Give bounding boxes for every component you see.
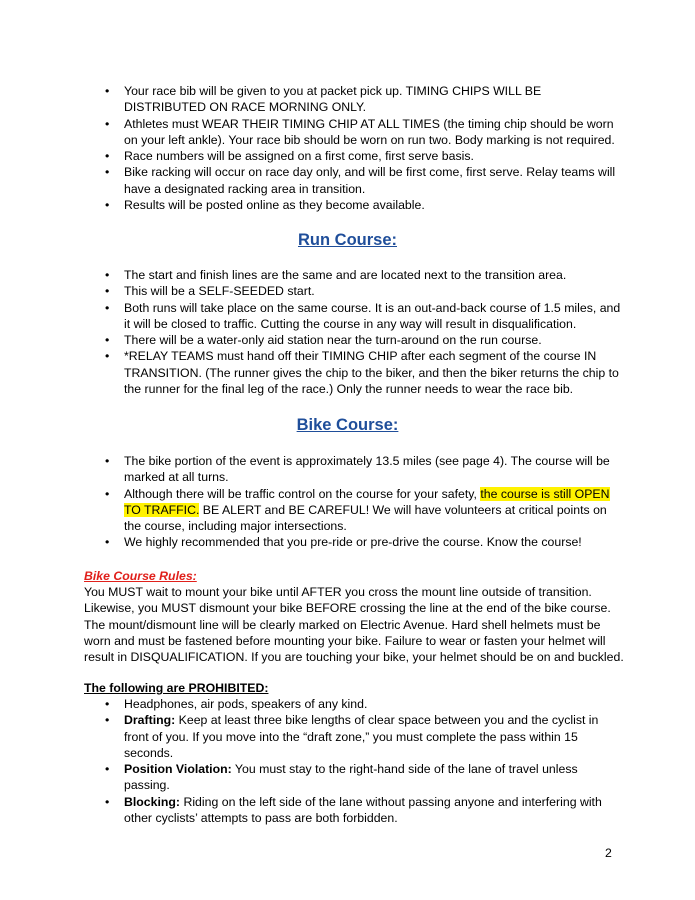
list-item: • *RELAY TEAMS must hand off their TIMING CHIP after each segment of the course IN TRANSITION. (The runner gives the chip to the biker, and then the biker returns the chip to the runner for the final leg of the race.) Only the runner needs to wear the race bib.	[105, 349, 619, 397]
bullet-icon: •	[105, 116, 110, 131]
list-item: • Drafting: Keep at least three bike lengths of clear space between you and the cyclist in front of you. If you move into the “draft zone,” you must complete the pass within 15 seconds.	[105, 713, 599, 760]
bike-course-bullet-list	[84, 453, 624, 551]
page-number: 2	[605, 846, 612, 860]
bullet-icon: •	[105, 333, 110, 348]
bullet-icon: •	[105, 697, 110, 711]
bullet-icon: •	[105, 486, 110, 501]
bullet-icon: •	[105, 349, 110, 364]
bullet-icon: •	[105, 454, 110, 468]
list-item: • Athletes must WEAR THEIR TIMING CHIP AT ALL TIMES (the timing chip should be worn on your left ankle). Your race bib should be worn on run two. Body marking is not required.	[105, 116, 615, 147]
bike-rules-heading: Bike Course Rules:	[84, 569, 197, 583]
bullet-icon: •	[105, 198, 110, 213]
list-item: • Results will be posted online as they become available.	[105, 198, 425, 213]
bullet-icon: •	[105, 84, 110, 98]
list-item: • Both runs will take place on the same course. It is an out-and-back course of 1.5 miles, and it will be closed to traffic. Cutting the course in any way will result in disqualification.	[105, 300, 621, 331]
list-item: • The bike portion of the event is approximately 13.5 miles (see page 4). The course will be marked at all turns.	[105, 454, 610, 485]
list-item: • The start and finish lines are the same and are located next to the transition area.	[105, 268, 567, 282]
position-violation-label: Position Violation:	[124, 762, 232, 777]
list-item: • Your race bib will be given to you at packet pick up. TIMING CHIPS WILL BE DISTRIBUTED ON RACE MORNING ONLY.	[105, 84, 542, 115]
bullet-icon: •	[105, 284, 110, 299]
bullet-icon: •	[105, 794, 110, 809]
list-item: • Although there will be traffic control on the course for your safety, the course is still OPEN TO TRAFFIC. BE ALERT and BE CAREFUL! We will have volunteers at critical points on the course, including major intersections.	[105, 486, 610, 534]
drafting-label: Drafting:	[124, 713, 176, 728]
list-item: • This will be a SELF-SEEDED start.	[105, 284, 315, 299]
list-item: • Headphones, air pods, speakers of any kind.	[105, 697, 368, 711]
bullet-icon: •	[105, 268, 110, 282]
run-course-heading: Run Course:	[298, 231, 397, 249]
list-item: • We highly recommended that you pre-ride or pre-drive the course. Know the course!	[105, 535, 582, 550]
blocking-label: Blocking:	[124, 794, 181, 809]
bullet-icon: •	[105, 300, 110, 315]
list-item: • There will be a water-only aid station near the turn-around on the run course.	[105, 333, 542, 348]
list-item: • Blocking: Riding on the left side of the lane without passing anyone and interfering with other cyclists’ attempts to pass are both forbidden.	[105, 794, 602, 826]
prohibited-heading: The following are PROHIBITED:	[84, 681, 269, 695]
bullet-icon: •	[105, 535, 110, 550]
intro-bullet-list	[84, 83, 624, 213]
run-course-bullet-list	[84, 267, 624, 397]
list-item: • Race numbers will be assigned on a first come, first serve basis.	[105, 149, 474, 164]
bullet-icon: •	[105, 149, 110, 164]
list-item: • Bike racking will occur on race day only, and will be first come, first serve. Relay teams will have a designated racking area in transition.	[105, 165, 616, 196]
bullet-icon: •	[105, 762, 110, 777]
bullet-icon: •	[105, 713, 110, 728]
list-item: • Position Violation: You must stay to the right-hand side of the lane of travel unless passing.	[105, 762, 578, 793]
bike-course-heading: Bike Course:	[296, 416, 399, 434]
bullet-icon: •	[105, 165, 110, 180]
prohibited-bullet-list	[84, 696, 624, 826]
bike-rules-paragraph: You MUST wait to mount your bike until AFTER you cross the mount line outside of transition. Likewise, you MUST dismount your bike BEFORE crossing the line at the end of the bike course. The mount/dismount line will be clearly marked on Electric Avenue. Hard shell helmets must be worn and must be fastened before mounting your bike. Failure to wear or fasten your helmet will result in DISQUALIFICATION. If you are touching your bike, your helmet should be on and buckled.	[84, 585, 624, 665]
traffic-warning-highlight: the course is still OPEN TO TRAFFIC.	[124, 486, 610, 517]
